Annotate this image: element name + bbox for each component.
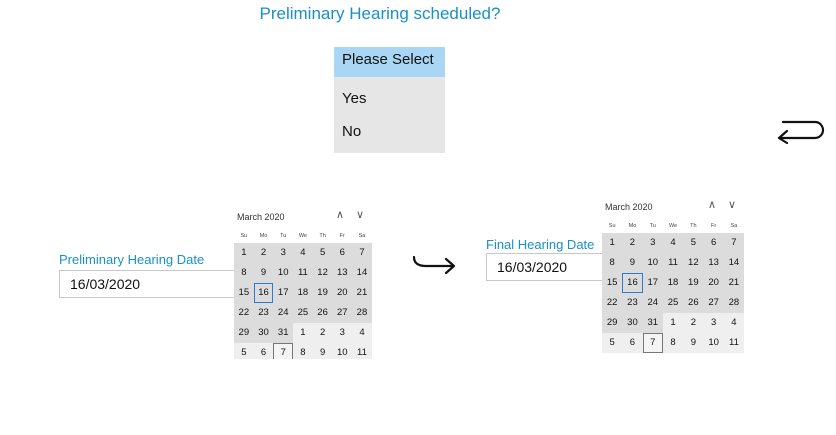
calendar-day[interactable]: 7	[731, 237, 737, 248]
calendar-day[interactable]: 8	[293, 343, 313, 359]
calendar-day[interactable]: 9	[629, 257, 636, 268]
calendar-day[interactable]: 8	[241, 267, 247, 278]
final-date-picker[interactable]	[602, 197, 744, 355]
final-hearing-date-label: Final Hearing Date	[486, 237, 595, 252]
calendar-day[interactable]: 18	[297, 287, 309, 298]
question-title: Preliminary Hearing scheduled?	[259, 4, 501, 23]
calendar-day[interactable]: 1	[663, 313, 683, 333]
previous-month-icon[interactable]: ∧	[708, 199, 717, 211]
calendar-day[interactable]: 4	[724, 313, 744, 333]
calendar-day[interactable]: 8	[609, 257, 615, 268]
calendar-day[interactable]: 20	[336, 287, 348, 298]
calendar-day[interactable]: 4	[352, 323, 372, 343]
calendar-day[interactable]: 12	[688, 257, 699, 268]
right-hook-arrow-icon	[410, 253, 458, 275]
calendar-day[interactable]: 27	[708, 297, 719, 308]
previous-month-icon[interactable]: ∧	[336, 209, 345, 221]
calendar-day[interactable]: 18	[667, 277, 679, 288]
calendar-day[interactable]: 9	[313, 343, 333, 359]
calendar-day[interactable]: 25	[667, 297, 679, 308]
weekday-header: Tu	[280, 233, 287, 239]
calendar-day[interactable]: 20	[708, 277, 719, 288]
final-hearing-date-input[interactable]: 16/03/2020	[486, 253, 602, 281]
preliminary-hearing-date-input[interactable]: 16/03/2020	[59, 270, 234, 298]
option-please-select[interactable]: Please Select	[334, 47, 445, 77]
weekday-header: Sa	[730, 223, 738, 229]
calendar-day[interactable]: 3	[703, 313, 723, 333]
calendar-day[interactable]: 19	[688, 277, 699, 288]
calendar-day[interactable]: 1	[293, 323, 313, 343]
weekday-header: We	[298, 233, 307, 239]
calendar-day[interactable]: 28	[356, 307, 368, 318]
calendar-day[interactable]: 5	[234, 343, 254, 359]
calendar-day[interactable]: 21	[356, 287, 368, 298]
preliminary-hearing-date-label: Preliminary Hearing Date	[59, 252, 205, 267]
option-no[interactable]: No	[342, 123, 362, 140]
calendar-day[interactable]: 15	[606, 277, 618, 288]
calendar-day[interactable]: 7	[643, 333, 663, 353]
calendar-day[interactable]: 15	[238, 287, 250, 298]
option-yes[interactable]: Yes	[342, 90, 367, 107]
calendar-day[interactable]: 6	[254, 343, 274, 359]
calendar-day[interactable]: 10	[332, 343, 352, 359]
calendar-day[interactable]: 26	[688, 297, 699, 308]
calendar-day[interactable]: 6	[339, 247, 345, 258]
calendar-day[interactable]: 1	[241, 247, 247, 258]
next-month-icon[interactable]: ∨	[728, 199, 737, 211]
calendar-day[interactable]: 11	[352, 343, 372, 359]
weekday-header: Tu	[649, 223, 656, 229]
calendar-day[interactable]: 9	[260, 267, 267, 278]
calendar-day[interactable]: 23	[627, 297, 638, 308]
calendar-day[interactable]: 8	[663, 333, 683, 353]
calendar-day[interactable]: 6	[710, 237, 717, 248]
weekday-header: Th	[319, 233, 326, 239]
weekday-header: Sa	[358, 233, 366, 239]
calendar-day[interactable]: 29	[238, 327, 250, 338]
calendar-day[interactable]: 11	[668, 257, 678, 268]
calendar-day[interactable]: 30	[627, 317, 638, 328]
calendar-day[interactable]: 23	[258, 307, 269, 318]
calendar-day[interactable]: 5	[690, 237, 696, 248]
calendar-day[interactable]: 17	[277, 287, 289, 298]
calendar-day[interactable]: 26	[317, 307, 328, 318]
hearing-scheduled-dropdown[interactable]	[334, 47, 445, 153]
calendar-day[interactable]: 25	[297, 307, 309, 318]
calendar-month-title: March 2020	[605, 202, 653, 212]
calendar-day[interactable]: 19	[317, 287, 328, 298]
calendar-day[interactable]: 27	[336, 307, 348, 318]
calendar-day[interactable]: 4	[300, 247, 306, 258]
calendar-day[interactable]: 10	[277, 267, 289, 278]
calendar-day[interactable]: 7	[273, 343, 293, 359]
calendar-day[interactable]: 22	[606, 297, 618, 308]
weekday-header: Mo	[259, 233, 268, 239]
calendar-day[interactable]: 2	[629, 237, 636, 248]
calendar-day[interactable]: 14	[728, 257, 740, 268]
calendar-day[interactable]: 11	[297, 267, 308, 278]
calendar-day[interactable]: 1	[609, 237, 615, 248]
calendar-day[interactable]: 10	[647, 257, 659, 268]
calendar-day[interactable]: 4	[670, 237, 676, 248]
calendar-day[interactable]: 30	[258, 327, 269, 338]
calendar-day[interactable]: 10	[703, 333, 723, 353]
calendar-day[interactable]: 2	[260, 247, 267, 258]
calendar-day[interactable]: 11	[724, 333, 744, 353]
weekday-header: Fr	[339, 233, 345, 239]
preliminary-date-picker[interactable]	[234, 207, 372, 359]
calendar-day[interactable]: 31	[647, 317, 659, 328]
calendar-day[interactable]: 13	[336, 267, 348, 278]
calendar-day[interactable]: 3	[280, 247, 286, 258]
weekday-header: Mo	[628, 223, 637, 229]
calendar-day[interactable]: 2	[683, 313, 703, 333]
calendar-day[interactable]: 13	[708, 257, 719, 268]
calendar-month-title: March 2020	[237, 212, 285, 222]
calendar-day[interactable]: 6	[622, 333, 642, 353]
weekday-header: Su	[240, 233, 248, 239]
calendar-day[interactable]: 16	[622, 273, 642, 293]
calendar-day[interactable]: 29	[606, 317, 618, 328]
calendar-day[interactable]: 3	[650, 237, 656, 248]
next-month-icon[interactable]: ∨	[356, 209, 365, 221]
weekday-header: Th	[690, 223, 697, 229]
calendar-day[interactable]: 28	[728, 297, 740, 308]
weekday-header: Su	[608, 223, 616, 229]
calendar-day[interactable]: 3	[332, 323, 352, 343]
calendar-day[interactable]: 31	[277, 327, 289, 338]
calendar-day[interactable]: 9	[683, 333, 703, 353]
calendar-day[interactable]: 22	[238, 307, 250, 318]
calendar-day[interactable]: 17	[647, 277, 659, 288]
calendar-day[interactable]: 5	[319, 247, 326, 258]
calendar-day[interactable]: 2	[313, 323, 333, 343]
calendar-day[interactable]: 14	[356, 267, 368, 278]
calendar-day[interactable]: 24	[277, 307, 289, 318]
return-arrow-icon	[773, 114, 825, 144]
calendar-day[interactable]: 5	[602, 333, 622, 353]
calendar-day[interactable]: 7	[359, 247, 365, 258]
calendar-day[interactable]: 16	[254, 283, 274, 303]
weekday-header: Fr	[711, 223, 717, 229]
calendar-day[interactable]: 21	[728, 277, 740, 288]
calendar-day[interactable]: 24	[647, 297, 659, 308]
calendar-day[interactable]: 12	[317, 267, 328, 278]
weekday-header: We	[668, 223, 678, 229]
